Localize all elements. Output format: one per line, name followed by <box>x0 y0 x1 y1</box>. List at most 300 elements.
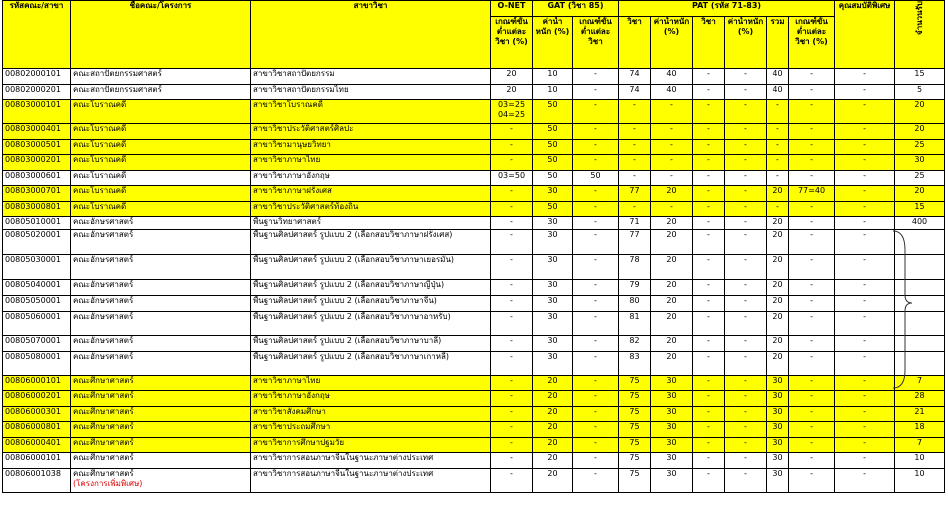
row-pat-total-text: 20 <box>772 280 783 289</box>
row-onet <box>491 336 533 352</box>
row-seats <box>895 453 945 469</box>
row-seats <box>895 336 945 352</box>
row-faculty-text: คณะอักษรศาสตร์ <box>73 230 134 239</box>
row-special-text: - <box>863 217 866 226</box>
row-faculty <box>71 391 251 407</box>
row-faculty <box>71 255 251 280</box>
row-onet-text: 20 <box>506 69 517 78</box>
row-faculty <box>71 85 251 100</box>
row-code-text: 00805010001 <box>5 217 61 226</box>
row-pat-weight-1-text: 20 <box>666 230 677 239</box>
row-pat-weight-2-text: - <box>744 336 747 345</box>
row-pat-total <box>767 312 789 336</box>
row-code <box>3 438 71 453</box>
row-code <box>3 422 71 438</box>
row-seats-text: 28 <box>914 391 925 400</box>
row-pat-subject-1-text: 75 <box>629 407 640 416</box>
row-pat-subject-1-text: - <box>633 155 636 164</box>
row-code <box>3 407 71 422</box>
row-seats <box>895 376 945 391</box>
row-pat-total <box>767 171 789 186</box>
row-seats <box>895 85 945 100</box>
row-major-text: สาขาวิชาภาษาไทย <box>253 376 321 385</box>
row-pat-total <box>767 255 789 280</box>
row-pat-min <box>789 140 835 155</box>
row-major-text: สาขาวิชาภาษาฝรั่งเศส <box>253 186 332 195</box>
row-faculty-text: คณะศึกษาศาสตร์ <box>73 391 134 400</box>
row-onet <box>491 124 533 140</box>
row-pat-subject-2-text: - <box>707 217 710 226</box>
row-pat-weight-1-text: 30 <box>666 391 677 400</box>
row-pat-weight-1 <box>651 85 693 100</box>
row-seats <box>895 140 945 155</box>
row-major <box>251 171 491 186</box>
row-pat-total <box>767 391 789 407</box>
row-pat-weight-2 <box>725 140 767 155</box>
row-code-text: 00806000101 <box>5 453 61 462</box>
row-pat-weight-1 <box>651 124 693 140</box>
row-gat-weight <box>533 202 573 217</box>
row-major <box>251 155 491 171</box>
row-gat-min-text: - <box>594 336 597 345</box>
row-pat-weight-2 <box>725 280 767 296</box>
row-gat-weight-text: 30 <box>547 352 558 361</box>
row-pat-subject-1-text: 83 <box>629 352 640 361</box>
table-row <box>3 407 945 422</box>
row-gat-min <box>573 100 619 124</box>
row-gat-min-text: - <box>594 453 597 462</box>
row-gat-min <box>573 280 619 296</box>
row-special <box>835 217 895 230</box>
row-onet-text: - <box>510 469 513 478</box>
row-pat-total-text: - <box>776 155 779 164</box>
row-pat-total-text: - <box>776 171 779 180</box>
row-gat-min <box>573 407 619 422</box>
row-onet <box>491 230 533 255</box>
row-pat-weight-1-text: 20 <box>666 352 677 361</box>
row-pat-total-text: 40 <box>772 85 783 94</box>
row-pat-min-text: - <box>810 85 813 94</box>
row-pat-weight-2-text: - <box>744 280 747 289</box>
row-onet-text: 03=25 04=25 <box>497 100 526 119</box>
row-pat-weight-1-text: 30 <box>666 453 677 462</box>
row-pat-subject-2 <box>693 422 725 438</box>
row-seats-text: 15 <box>914 69 925 78</box>
row-onet-text: - <box>510 438 513 447</box>
row-pat-weight-1 <box>651 171 693 186</box>
row-seats-text: 5 <box>916 85 923 94</box>
row-pat-weight-1-text: 20 <box>666 186 677 195</box>
row-code <box>3 69 71 85</box>
row-pat-weight-2-text: - <box>744 140 747 149</box>
table-row <box>3 85 945 100</box>
row-gat-weight <box>533 352 573 376</box>
row-pat-min <box>789 186 835 202</box>
row-gat-weight <box>533 422 573 438</box>
row-pat-weight-1 <box>651 202 693 217</box>
row-special <box>835 202 895 217</box>
row-faculty-text: คณะอักษรศาสตร์ <box>73 352 134 361</box>
row-gat-min <box>573 453 619 469</box>
row-onet <box>491 407 533 422</box>
row-seats <box>895 391 945 407</box>
row-major <box>251 469 491 493</box>
row-pat-weight-1-text: 20 <box>666 255 677 264</box>
row-pat-subject-1 <box>619 140 651 155</box>
row-onet-text: - <box>510 422 513 431</box>
row-onet <box>491 391 533 407</box>
row-pat-weight-2-text: - <box>744 100 747 109</box>
row-pat-min-text: - <box>810 155 813 164</box>
row-gat-weight-text: 20 <box>547 391 558 400</box>
row-faculty <box>71 422 251 438</box>
row-code-text: 00803000501 <box>5 140 61 149</box>
row-onet <box>491 140 533 155</box>
row-major <box>251 391 491 407</box>
row-onet-text: - <box>510 255 513 264</box>
table-row <box>3 391 945 407</box>
row-major-text: พื้นฐานศิลปศาสตร์ รูปแบบ 2 (เลือกสอบวิชาภาษาเกาหลี) <box>253 352 450 361</box>
row-gat-weight <box>533 69 573 85</box>
row-gat-min <box>573 85 619 100</box>
row-code <box>3 124 71 140</box>
row-seats <box>895 422 945 438</box>
row-faculty <box>71 202 251 217</box>
row-pat-weight-1-text: - <box>670 124 673 133</box>
row-onet-text: 03=50 <box>497 171 526 180</box>
row-gat-min <box>573 230 619 255</box>
table-row <box>3 255 945 280</box>
row-pat-total <box>767 280 789 296</box>
row-pat-weight-2-text: - <box>744 352 747 361</box>
row-gat-min <box>573 69 619 85</box>
row-onet <box>491 85 533 100</box>
row-gat-weight-text: 20 <box>547 438 558 447</box>
row-pat-min <box>789 336 835 352</box>
row-pat-subject-1 <box>619 407 651 422</box>
row-special-text: - <box>863 312 866 321</box>
row-pat-subject-1 <box>619 186 651 202</box>
row-special-text: - <box>863 453 866 462</box>
row-pat-subject-2-text: - <box>707 407 710 416</box>
row-pat-total-text: 30 <box>772 469 783 478</box>
row-faculty-text: คณะศึกษาศาสตร์ <box>73 469 134 478</box>
row-pat-subject-1 <box>619 255 651 280</box>
row-special <box>835 100 895 124</box>
row-onet-text: - <box>510 217 513 226</box>
row-pat-subject-2 <box>693 202 725 217</box>
row-faculty <box>71 280 251 296</box>
row-major <box>251 202 491 217</box>
row-pat-min <box>789 407 835 422</box>
row-pat-weight-1-text: 30 <box>666 438 677 447</box>
row-pat-subject-2 <box>693 453 725 469</box>
row-special <box>835 376 895 391</box>
row-pat-weight-1 <box>651 140 693 155</box>
row-major-text: สาขาวิชาภาษาอังกฤษ <box>253 391 330 400</box>
table-row <box>3 438 945 453</box>
row-faculty-text: คณะศึกษาศาสตร์ <box>73 376 134 385</box>
row-pat-weight-2-text: - <box>744 171 747 180</box>
row-pat-weight-2-text: - <box>744 312 747 321</box>
row-pat-total <box>767 69 789 85</box>
row-pat-min <box>789 376 835 391</box>
row-faculty-text: คณะสถาปัตยกรรมศาสตร์ <box>73 85 162 94</box>
row-faculty <box>71 469 251 493</box>
row-pat-subject-1-text: 75 <box>629 391 640 400</box>
table-row <box>3 312 945 336</box>
row-major-text: สาขาวิชาประวัติศาสตร์ท้องถิ่น <box>253 202 359 211</box>
row-pat-subject-2 <box>693 438 725 453</box>
row-pat-subject-1-text: 75 <box>629 376 640 385</box>
row-pat-total-text: 20 <box>772 255 783 264</box>
row-pat-min <box>789 217 835 230</box>
row-seats <box>895 469 945 493</box>
row-pat-weight-1 <box>651 296 693 312</box>
row-code-text: 00803000401 <box>5 124 61 133</box>
row-gat-weight <box>533 140 573 155</box>
row-faculty <box>71 336 251 352</box>
row-major <box>251 336 491 352</box>
row-gat-min <box>573 155 619 171</box>
row-faculty-text: คณะอักษรศาสตร์ <box>73 280 134 289</box>
row-pat-weight-2 <box>725 171 767 186</box>
row-pat-total <box>767 100 789 124</box>
row-special <box>835 69 895 85</box>
row-pat-min-text: - <box>810 230 813 239</box>
row-special-text: - <box>863 124 866 133</box>
row-pat-subject-2 <box>693 255 725 280</box>
row-gat-weight-text: 20 <box>547 422 558 431</box>
row-gat-weight <box>533 312 573 336</box>
row-pat-weight-1 <box>651 438 693 453</box>
row-pat-total-text: 20 <box>772 352 783 361</box>
row-pat-subject-1-text: 79 <box>629 280 640 289</box>
row-pat-subject-1 <box>619 69 651 85</box>
row-code <box>3 155 71 171</box>
row-seats-text: 21 <box>914 407 925 416</box>
row-pat-weight-1-text: 20 <box>666 280 677 289</box>
row-onet-text: - <box>510 202 513 211</box>
header-onet-min: เกณฑ์ขั้นต่ำแต่ละวิชา (%) <box>491 17 533 69</box>
row-onet <box>491 453 533 469</box>
row-seats-text: 10 <box>914 453 925 462</box>
header-pat-weight-2: ค่าน้ำหนัก (%) <box>725 17 767 69</box>
row-major-text: พื้นฐานศิลปศาสตร์ รูปแบบ 2 (เลือกสอบวิชาภาษาญี่ปุ่น) <box>253 280 445 289</box>
header-pat-total: รวม <box>767 17 789 69</box>
row-special <box>835 296 895 312</box>
row-pat-min-text: - <box>810 407 813 416</box>
row-pat-weight-2 <box>725 312 767 336</box>
row-code-text: 00805020001 <box>5 230 61 239</box>
row-code-text: 00803000201 <box>5 155 61 164</box>
row-gat-min <box>573 296 619 312</box>
row-pat-subject-2-text: - <box>707 69 710 78</box>
table-row <box>3 171 945 186</box>
row-faculty-text: คณะโบราณคดี <box>73 171 127 180</box>
row-pat-subject-2 <box>693 469 725 493</box>
row-faculty <box>71 217 251 230</box>
row-code-text: 00805030001 <box>5 255 61 264</box>
row-major <box>251 186 491 202</box>
row-pat-total <box>767 376 789 391</box>
row-pat-subject-2 <box>693 391 725 407</box>
row-major <box>251 352 491 376</box>
row-pat-subject-1-text: - <box>633 100 636 109</box>
row-pat-min-text: - <box>810 255 813 264</box>
row-code <box>3 171 71 186</box>
row-pat-weight-2 <box>725 296 767 312</box>
row-major-text: พื้นฐานศิลปศาสตร์ รูปแบบ 2 (เลือกสอบวิชาภาษาฝรั่งเศส) <box>253 230 453 239</box>
row-pat-total <box>767 438 789 453</box>
row-pat-weight-2-text: - <box>744 202 747 211</box>
row-gat-min-text: - <box>594 391 597 400</box>
row-major-text: สาขาวิชาประวัติศาสตร์ศิลปะ <box>253 124 354 133</box>
row-special <box>835 352 895 376</box>
table-row <box>3 124 945 140</box>
row-pat-total-text: 20 <box>772 186 783 195</box>
row-pat-min-text: - <box>810 217 813 226</box>
row-pat-subject-2-text: - <box>707 124 710 133</box>
row-pat-weight-2 <box>725 230 767 255</box>
row-faculty-text: คณะอักษรศาสตร์ <box>73 255 134 264</box>
row-seats <box>895 296 945 312</box>
row-code-text: 00805060001 <box>5 312 61 321</box>
row-pat-weight-2 <box>725 453 767 469</box>
row-pat-subject-1-text: 80 <box>629 296 640 305</box>
table-row <box>3 352 945 376</box>
row-major-text: สาขาวิชาสังคมศึกษา <box>253 407 326 416</box>
row-gat-weight-text: 30 <box>547 186 558 195</box>
row-faculty <box>71 438 251 453</box>
row-gat-min-text: - <box>594 296 597 305</box>
row-pat-weight-1-text: - <box>670 202 673 211</box>
row-pat-min-text: - <box>810 69 813 78</box>
row-pat-min <box>789 469 835 493</box>
row-special <box>835 312 895 336</box>
row-pat-weight-1 <box>651 217 693 230</box>
row-major <box>251 217 491 230</box>
row-faculty <box>71 453 251 469</box>
row-onet <box>491 217 533 230</box>
admission-criteria-table <box>2 0 945 493</box>
row-major <box>251 312 491 336</box>
row-pat-total <box>767 407 789 422</box>
row-gat-weight <box>533 217 573 230</box>
row-pat-subject-2 <box>693 296 725 312</box>
row-pat-weight-1-text: 20 <box>666 217 677 226</box>
row-gat-weight-text: 30 <box>547 296 558 305</box>
row-faculty-text: คณะโบราณคดี <box>73 186 127 195</box>
row-gat-weight <box>533 155 573 171</box>
row-pat-min <box>789 171 835 186</box>
row-pat-weight-1-text: 20 <box>666 336 677 345</box>
row-gat-min-text: - <box>594 312 597 321</box>
row-pat-subject-1-text: 77 <box>629 230 640 239</box>
row-pat-total-text: 30 <box>772 407 783 416</box>
row-gat-weight-text: 30 <box>547 217 558 226</box>
row-seats <box>895 407 945 422</box>
row-pat-min-text: - <box>810 202 813 211</box>
row-seats <box>895 438 945 453</box>
row-pat-subject-1 <box>619 296 651 312</box>
row-gat-weight <box>533 100 573 124</box>
row-pat-weight-1 <box>651 255 693 280</box>
row-pat-subject-1 <box>619 85 651 100</box>
row-gat-weight <box>533 255 573 280</box>
row-pat-subject-2-text: - <box>707 171 710 180</box>
row-pat-weight-1-text: - <box>670 100 673 109</box>
row-pat-total-text: - <box>776 124 779 133</box>
row-pat-subject-2 <box>693 230 725 255</box>
row-pat-weight-2-text: - <box>744 230 747 239</box>
row-seats <box>895 280 945 296</box>
row-major-text: สาขาวิชาการสอนภาษาจีนในฐานะภาษาต่างประเทศ <box>253 469 434 478</box>
row-special-text: - <box>863 230 866 239</box>
row-onet <box>491 255 533 280</box>
row-gat-min-text: - <box>594 140 597 149</box>
table-row <box>3 186 945 202</box>
row-pat-weight-2 <box>725 391 767 407</box>
row-seats-text: 20 <box>914 100 925 109</box>
row-pat-subject-2 <box>693 85 725 100</box>
row-gat-weight-text: 50 <box>547 202 558 211</box>
row-gat-min <box>573 171 619 186</box>
table-row <box>3 453 945 469</box>
row-gat-weight-text: 20 <box>547 376 558 385</box>
row-special <box>835 438 895 453</box>
row-faculty-text: คณะศึกษาศาสตร์ <box>73 438 134 447</box>
header-onet: O-NET <box>491 1 533 17</box>
row-pat-weight-1-text: 30 <box>666 422 677 431</box>
row-pat-weight-1 <box>651 230 693 255</box>
row-pat-min-text: - <box>810 376 813 385</box>
row-pat-min <box>789 100 835 124</box>
row-onet <box>491 186 533 202</box>
row-major-text: สาขาวิชาการสอนภาษาจีนในฐานะภาษาต่างประเทศ <box>253 453 434 462</box>
row-pat-subject-2 <box>693 186 725 202</box>
row-pat-subject-2-text: - <box>707 296 710 305</box>
row-code-text: 00802000101 <box>5 69 61 78</box>
row-onet <box>491 171 533 186</box>
row-pat-total-text: 20 <box>772 336 783 345</box>
row-gat-weight <box>533 453 573 469</box>
row-faculty-text: คณะโบราณคดี <box>73 155 127 164</box>
row-code <box>3 217 71 230</box>
row-special-text: - <box>863 469 866 478</box>
row-pat-total <box>767 85 789 100</box>
row-pat-subject-2 <box>693 124 725 140</box>
row-code-text: 00805050001 <box>5 296 61 305</box>
row-pat-subject-2-text: - <box>707 312 710 321</box>
row-gat-weight-text: 50 <box>547 100 558 109</box>
row-gat-min-text: - <box>594 69 597 78</box>
row-gat-weight <box>533 186 573 202</box>
row-major <box>251 422 491 438</box>
row-onet <box>491 100 533 124</box>
row-pat-subject-1-text: 71 <box>629 217 640 226</box>
row-gat-min <box>573 422 619 438</box>
row-onet-text: - <box>510 312 513 321</box>
row-major <box>251 280 491 296</box>
table-row <box>3 376 945 391</box>
row-pat-min <box>789 296 835 312</box>
row-pat-subject-1-text: - <box>633 202 636 211</box>
row-pat-weight-1 <box>651 422 693 438</box>
row-major-text: พื้นฐานวิทยาศาสตร์ <box>253 217 322 226</box>
row-faculty-text: คณะสถาปัตยกรรมศาสตร์ <box>73 69 162 78</box>
row-onet-text: - <box>510 124 513 133</box>
